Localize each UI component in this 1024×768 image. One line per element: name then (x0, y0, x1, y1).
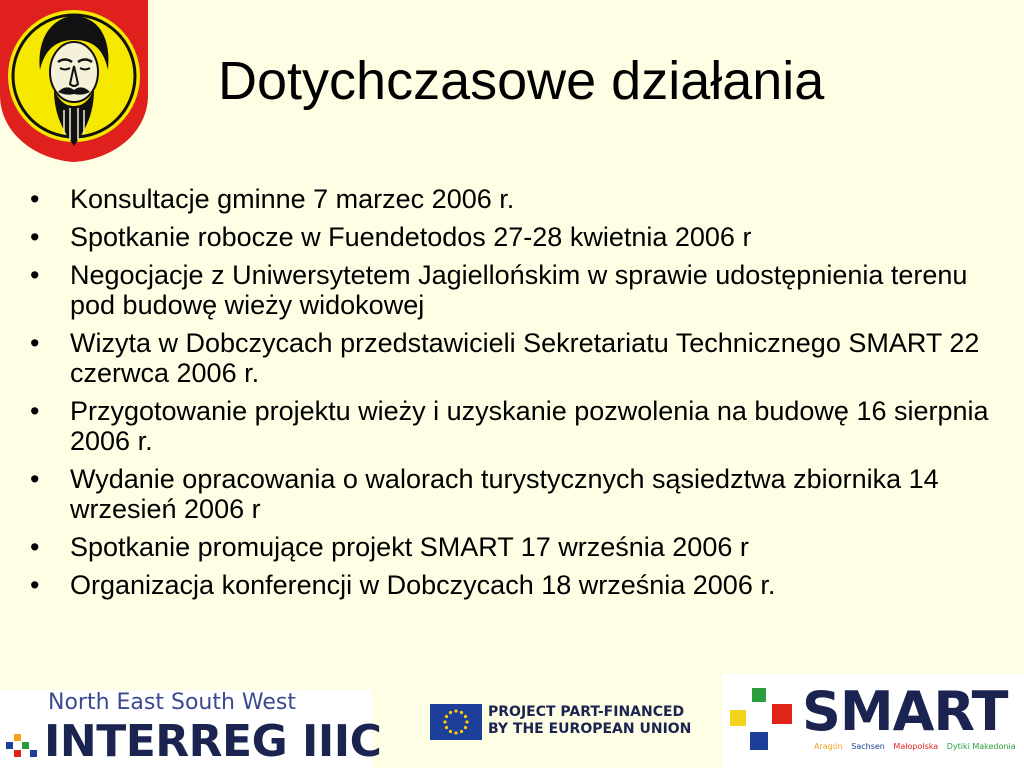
bullet-dot: • (30, 464, 40, 494)
region-label: Sachsen (851, 742, 885, 751)
list-item-text: Konsultacje gminne 7 marzec 2006 r. (70, 184, 515, 214)
list-item-text: Spotkanie promujące projekt SMART 17 września 2006 r (70, 532, 749, 562)
eu-flag-icon (430, 704, 482, 740)
list-item-text: Przygotowanie projektu wieży i uzyskanie pozwolenia na budowę 16 sierpnia 2006 r. (70, 396, 989, 456)
list-item-text: Negocjacje z Uniwersytetem Jagiellońskim w sprawie udostępnienia terenu pod budowę wieży widokowej (70, 260, 968, 320)
list-item (30, 260, 1005, 320)
smart-square (772, 704, 792, 724)
smart-logo (722, 674, 1024, 768)
bullet-dot: • (30, 260, 40, 290)
interreg-tagline: North East South West (48, 690, 297, 715)
interreg-square (6, 742, 13, 749)
interreg-square (30, 750, 37, 757)
interreg-square (14, 750, 21, 757)
eu-funding-line-2: BY THE EUROPEAN UNION (488, 721, 692, 737)
interreg-square (22, 742, 29, 749)
smart-regions (814, 742, 1022, 751)
list-item (30, 396, 1005, 456)
eu-funding-text (488, 704, 691, 738)
region-label: Dytiki Makedonia (946, 742, 1016, 751)
smart-square (730, 710, 746, 726)
list-item-text: Organizacja konferencji w Dobczycach 18 września 2006 r. (70, 570, 776, 600)
list-item-text: Wizyta w Dobczycach przedstawicieli Sekretariatu Technicznego SMART 22 czerwca 2006 r. (70, 328, 980, 388)
coat-of-arms (0, 0, 148, 162)
bullet-list (30, 184, 1005, 608)
bullet-dot: • (30, 222, 40, 252)
list-item (30, 570, 1005, 600)
list-item (30, 464, 1005, 524)
bullet-dot: • (30, 184, 40, 214)
list-item (30, 222, 1005, 252)
bullet-dot: • (30, 570, 40, 600)
list-item (30, 184, 1005, 214)
interreg-squares-icon (14, 734, 21, 741)
eu-funding-line-1: PROJECT PART-FINANCED (488, 704, 685, 720)
region-label: Małopolska (893, 742, 939, 751)
slide-title: Dotychczasowe działania (218, 51, 825, 111)
list-item (30, 328, 1005, 388)
list-item-text: Wydanie opracowania o walorach turystycznych sąsiedztwa zbiornika 14 wrzesień 2006 r (70, 464, 939, 524)
bullet-dot: • (30, 532, 40, 562)
eu-funding-logo (430, 704, 692, 740)
smart-wordmark: SMART (802, 680, 1008, 743)
region-label: Aragón (814, 742, 843, 751)
smart-square (752, 688, 766, 702)
interreg-wordmark: INTERREG IIIC (44, 716, 382, 767)
interreg-logo (0, 690, 382, 768)
bullet-dot: • (30, 396, 40, 426)
smart-square (750, 732, 768, 750)
list-item (30, 532, 1005, 562)
bullet-dot: • (30, 328, 40, 358)
list-item-text: Spotkanie robocze w Fuendetodos 27-28 kwietnia 2006 r (70, 222, 752, 252)
